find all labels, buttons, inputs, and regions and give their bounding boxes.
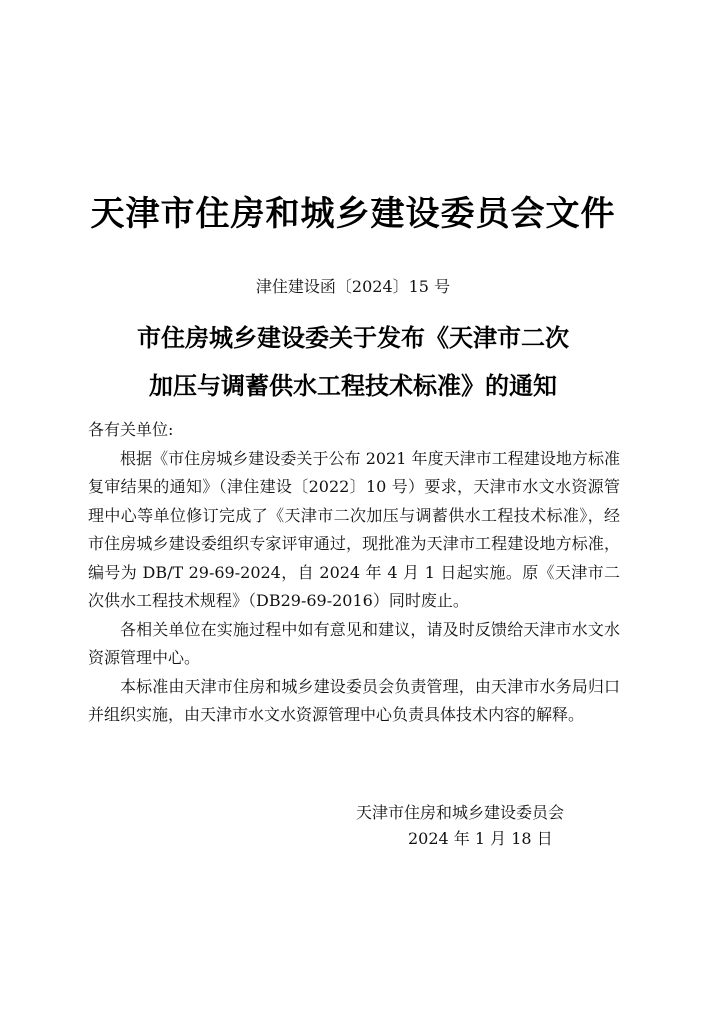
notice-title-line2: 加压与调蓄供水工程技术标准》的通知 bbox=[149, 371, 557, 400]
body-paragraph-3: 本标准由天津市住房和城乡建设委员会负责管理，由天津市水务局归口并组织实施，由天津市水文水资源管理中心负责具体技术内容的解释。 bbox=[88, 676, 620, 724]
signature-block bbox=[356, 800, 564, 852]
body-paragraph-1: 根据《市住房城乡建设委关于公布 2021 年度天津市工程建设地方标准复审结果的通知》（津住建设〔2022〕10 号）要求，天津市水文水资源管理中心等单位修订完成了《天津市二次加压与调蓄供水工程技术标准》，经市住房城乡建设委组织专家评审通过，现批准为天津市工程建设地方标准，编号为 DB/T 29-69-2024，自 2024 年 4 月 1 日起实施。原《天津市二次供水工程技术规程》（DB29-69-2016）同时废止。 bbox=[88, 448, 620, 610]
document-header-title: 天津市住房和城乡建设委员会文件 bbox=[90, 194, 616, 234]
notice-title-line1: 市住房城乡建设委关于发布《天津市二次 bbox=[137, 323, 569, 352]
document-number: 津住建设函〔2024〕15 号 bbox=[255, 277, 451, 296]
signature-date: 2024 年 1 月 18 日 bbox=[408, 829, 553, 848]
signature-organization: 天津市住房和城乡建设委员会 bbox=[356, 803, 565, 822]
salutation: 各有关单位: bbox=[88, 420, 174, 439]
notice-body bbox=[88, 416, 620, 730]
body-paragraph-2: 各相关单位在实施过程中如有意见和建议，请及时反馈给天津市水文水资源管理中心。 bbox=[88, 619, 620, 667]
